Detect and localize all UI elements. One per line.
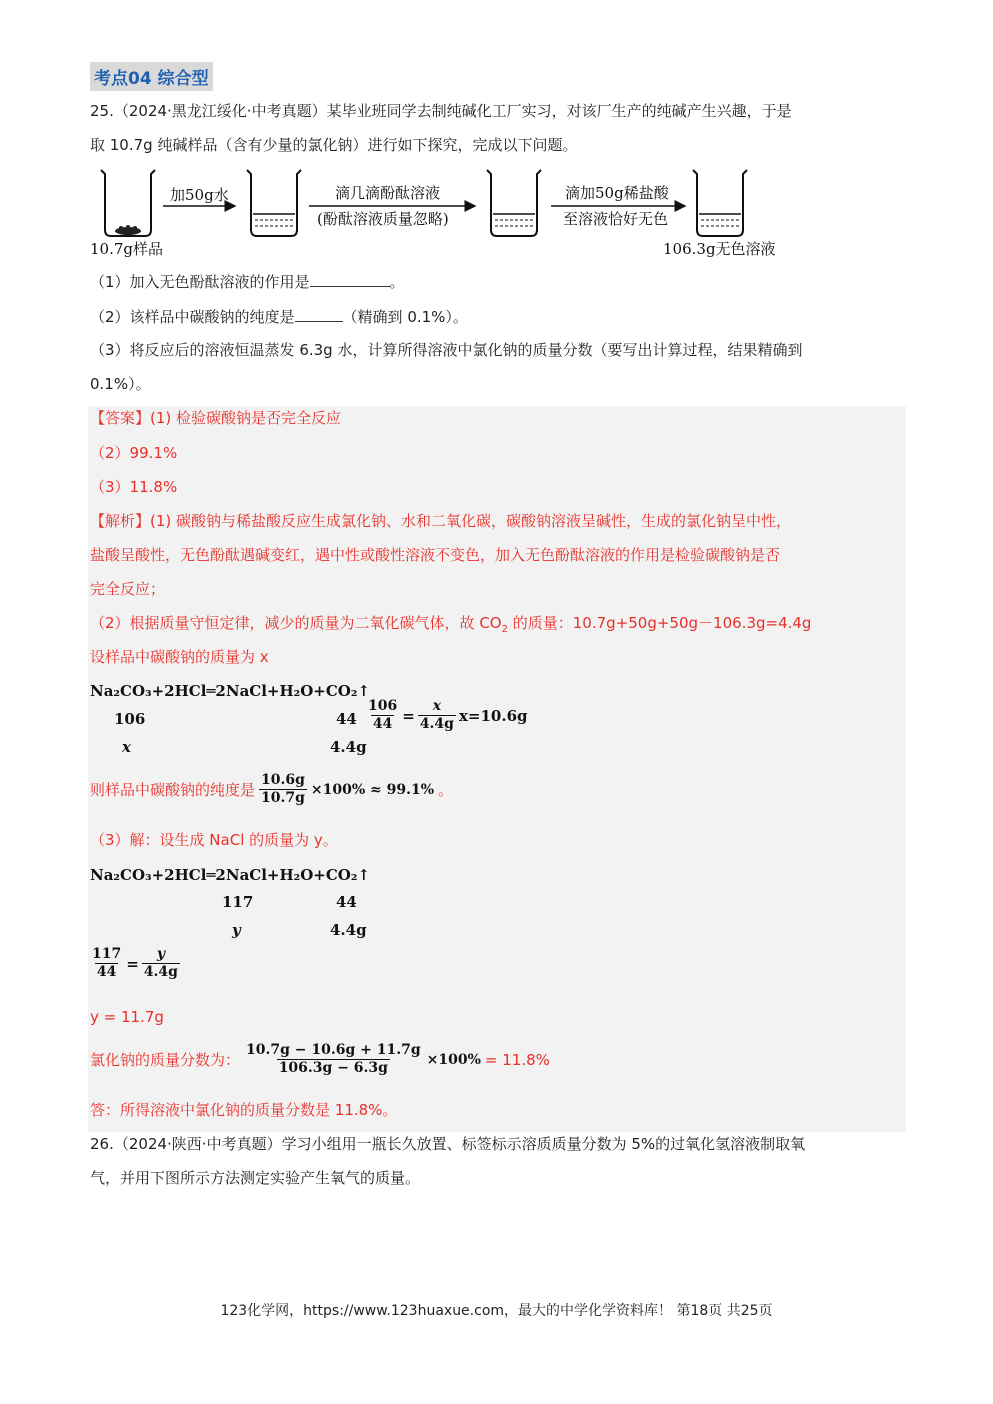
fraction-num: 10.7g − 10.6g + 11.7g bbox=[246, 1042, 421, 1058]
fraction-den: 106.3g − 6.3g bbox=[278, 1060, 388, 1076]
q25-part3-line2: 0.1%）。 bbox=[90, 375, 151, 393]
q25-part1 bbox=[90, 272, 405, 292]
fraction-den: 4.4g bbox=[143, 964, 178, 980]
fraction bbox=[244, 1042, 423, 1077]
q25-part1-text: （1）加入无色酚酞溶液的作用是 bbox=[90, 273, 310, 291]
q25-part2-end: （精确到 0.1%）。 bbox=[342, 308, 468, 326]
q25-line2: 取 10.7g 纯碱样品（含有少量的氯化钠）进行如下探究，完成以下问题。 bbox=[90, 136, 578, 154]
step3-label-top: 滴加50g稀盐酸 bbox=[565, 184, 669, 202]
q25-part2-text: （2）该样品中碳酸钠的纯度是 bbox=[90, 308, 295, 326]
mass-fraction-tail: ×100% bbox=[426, 1051, 481, 1068]
answer-1: 【答案】(1) 检验碳酸钠是否完全反应 bbox=[90, 409, 342, 427]
page-footer: 123化学网，https://www.123huaxue.com，最大的中学化学资料库！ 第18页 共25页 bbox=[220, 1303, 773, 1319]
q25-part1-end: 。 bbox=[389, 273, 405, 291]
fraction-num: 10.6g bbox=[261, 772, 305, 788]
eq2-given: 4.4g bbox=[330, 921, 367, 939]
answer-blank bbox=[310, 272, 390, 287]
purity-label: 则样品中碳酸钠的纯度是 bbox=[90, 780, 256, 799]
explanation-line3: 完全反应； bbox=[90, 580, 166, 598]
fraction-num: x bbox=[432, 698, 442, 714]
part3-intro: （3）解：设生成 NaCl 的质量为 y。 bbox=[90, 831, 338, 849]
fraction bbox=[366, 698, 399, 733]
mass-fraction-line bbox=[90, 1042, 550, 1077]
equation-2: Na₂CO₃+2HCl═2NaCl+H₂O+CO₂↑ bbox=[90, 866, 371, 884]
beaker-icon bbox=[247, 170, 301, 236]
q25-part2 bbox=[90, 307, 468, 327]
purity-line bbox=[90, 772, 453, 807]
equals-sign: = bbox=[402, 706, 415, 725]
explanation-line4: （2）根据质量守恒定律，减少的质量为二氧化碳气体，故 $CO_2$ 的质量：10.7g+50g+50g－106.3g=4.4g bbox=[90, 614, 812, 635]
explanation-line4-a: （2）根据质量守恒定律，减少的质量为二氧化碳气体，故 CO bbox=[90, 614, 502, 632]
step2-label-top: 滴几滴酚酞溶液 bbox=[335, 184, 441, 202]
fraction-num: y bbox=[156, 946, 165, 962]
answer-blank bbox=[295, 307, 343, 322]
q26-line1: 26.（2024·陕西·中考真题）学习小组用一瓶长久放置、标签标示溶质质量分数为 5%的过氧化氢溶液制取氧 bbox=[90, 1135, 806, 1153]
fraction bbox=[90, 946, 123, 981]
fraction-num: 117 bbox=[92, 946, 122, 962]
fraction-den: 10.7g bbox=[261, 790, 305, 806]
eq1-result: x=10.6g bbox=[458, 706, 528, 725]
beaker-icon bbox=[487, 170, 541, 236]
answer-3: （3）11.8% bbox=[90, 478, 178, 496]
q25-part3-line1: （3）将反应后的溶液恒温蒸发 6.3g 水，计算所得溶液中氯化钠的质量分数（要写出计算过程，结果精确到 bbox=[90, 341, 803, 359]
equals-sign: = bbox=[126, 954, 139, 973]
equation-1: Na₂CO₃+2HCl═2NaCl+H₂O+CO₂↑ bbox=[90, 682, 371, 700]
proportion-2 bbox=[90, 946, 180, 981]
q26-line2: 气，并用下图所示方法测定实验产生氧气的质量。 bbox=[90, 1169, 421, 1187]
explanation-line5: 设样品中碳酸钠的质量为 x bbox=[90, 648, 269, 666]
fraction-num: 106 bbox=[368, 698, 398, 714]
y-result: y = 11.7g bbox=[90, 1008, 164, 1026]
sample-label: 10.7g样品 bbox=[90, 240, 164, 258]
eq1-mass-co2: 44 bbox=[336, 710, 357, 728]
final-answer: 答：所得溶液中氯化钠的质量分数是 11.8%。 bbox=[90, 1101, 398, 1119]
explanation-line4-b: 的质量：10.7g+50g+50g－106.3g=4.4g bbox=[512, 614, 812, 632]
fraction bbox=[259, 772, 307, 807]
solution-label: 106.3g无色溶液 bbox=[663, 240, 776, 258]
proportion-1 bbox=[366, 698, 528, 733]
eq1-unknown: x bbox=[122, 738, 131, 756]
explanation-line2: 盐酸呈酸性，无色酚酞遇碱变红，遇中性或酸性溶液不变色，加入无色酚酞溶液的作用是检验碳酸钠是否 bbox=[90, 546, 781, 564]
q25-line1: 25.（2024·黑龙江绥化·中考真题）某毕业班同学去制纯碱化工厂实习，对该厂生产的纯碱产生兴趣，于是 bbox=[90, 102, 792, 120]
step3-label-bottom: 至溶液恰好无色 bbox=[563, 210, 669, 228]
eq1-given: 4.4g bbox=[330, 738, 367, 756]
section-title: 考点04 综合型 bbox=[90, 62, 213, 91]
purity-end: 。 bbox=[438, 780, 454, 799]
step2-label-bottom: (酚酞溶液质量忽略) bbox=[317, 210, 449, 228]
mass-fraction-result: = 11.8% bbox=[484, 1050, 550, 1069]
experiment-diagram bbox=[90, 168, 795, 263]
explanation-line1: 【解析】(1) 碳酸钠与稀盐酸反应生成氯化钠、水和二氧化碳，碳酸钠溶液呈碱性，生成的氯化钠呈中性， bbox=[90, 512, 792, 530]
beaker-icon bbox=[693, 170, 747, 236]
step1-label: 加50g水 bbox=[170, 186, 229, 204]
fraction-den: 44 bbox=[96, 964, 117, 980]
eq1-mass-na2co3: 106 bbox=[114, 710, 146, 728]
answer-2: （2）99.1% bbox=[90, 444, 178, 462]
eq2-mass-nacl: 117 bbox=[222, 893, 254, 911]
eq2-mass-co2: 44 bbox=[336, 893, 357, 911]
fraction-den: 44 bbox=[372, 716, 393, 732]
fraction bbox=[418, 698, 456, 733]
mass-fraction-label: 氯化钠的质量分数为： bbox=[90, 1050, 241, 1069]
fraction bbox=[142, 946, 180, 981]
eq2-unknown: y bbox=[232, 921, 241, 939]
fraction-den: 4.4g bbox=[419, 716, 454, 732]
purity-tail: ×100% ≈ 99.1% bbox=[310, 781, 435, 798]
beaker-icon bbox=[101, 170, 155, 236]
